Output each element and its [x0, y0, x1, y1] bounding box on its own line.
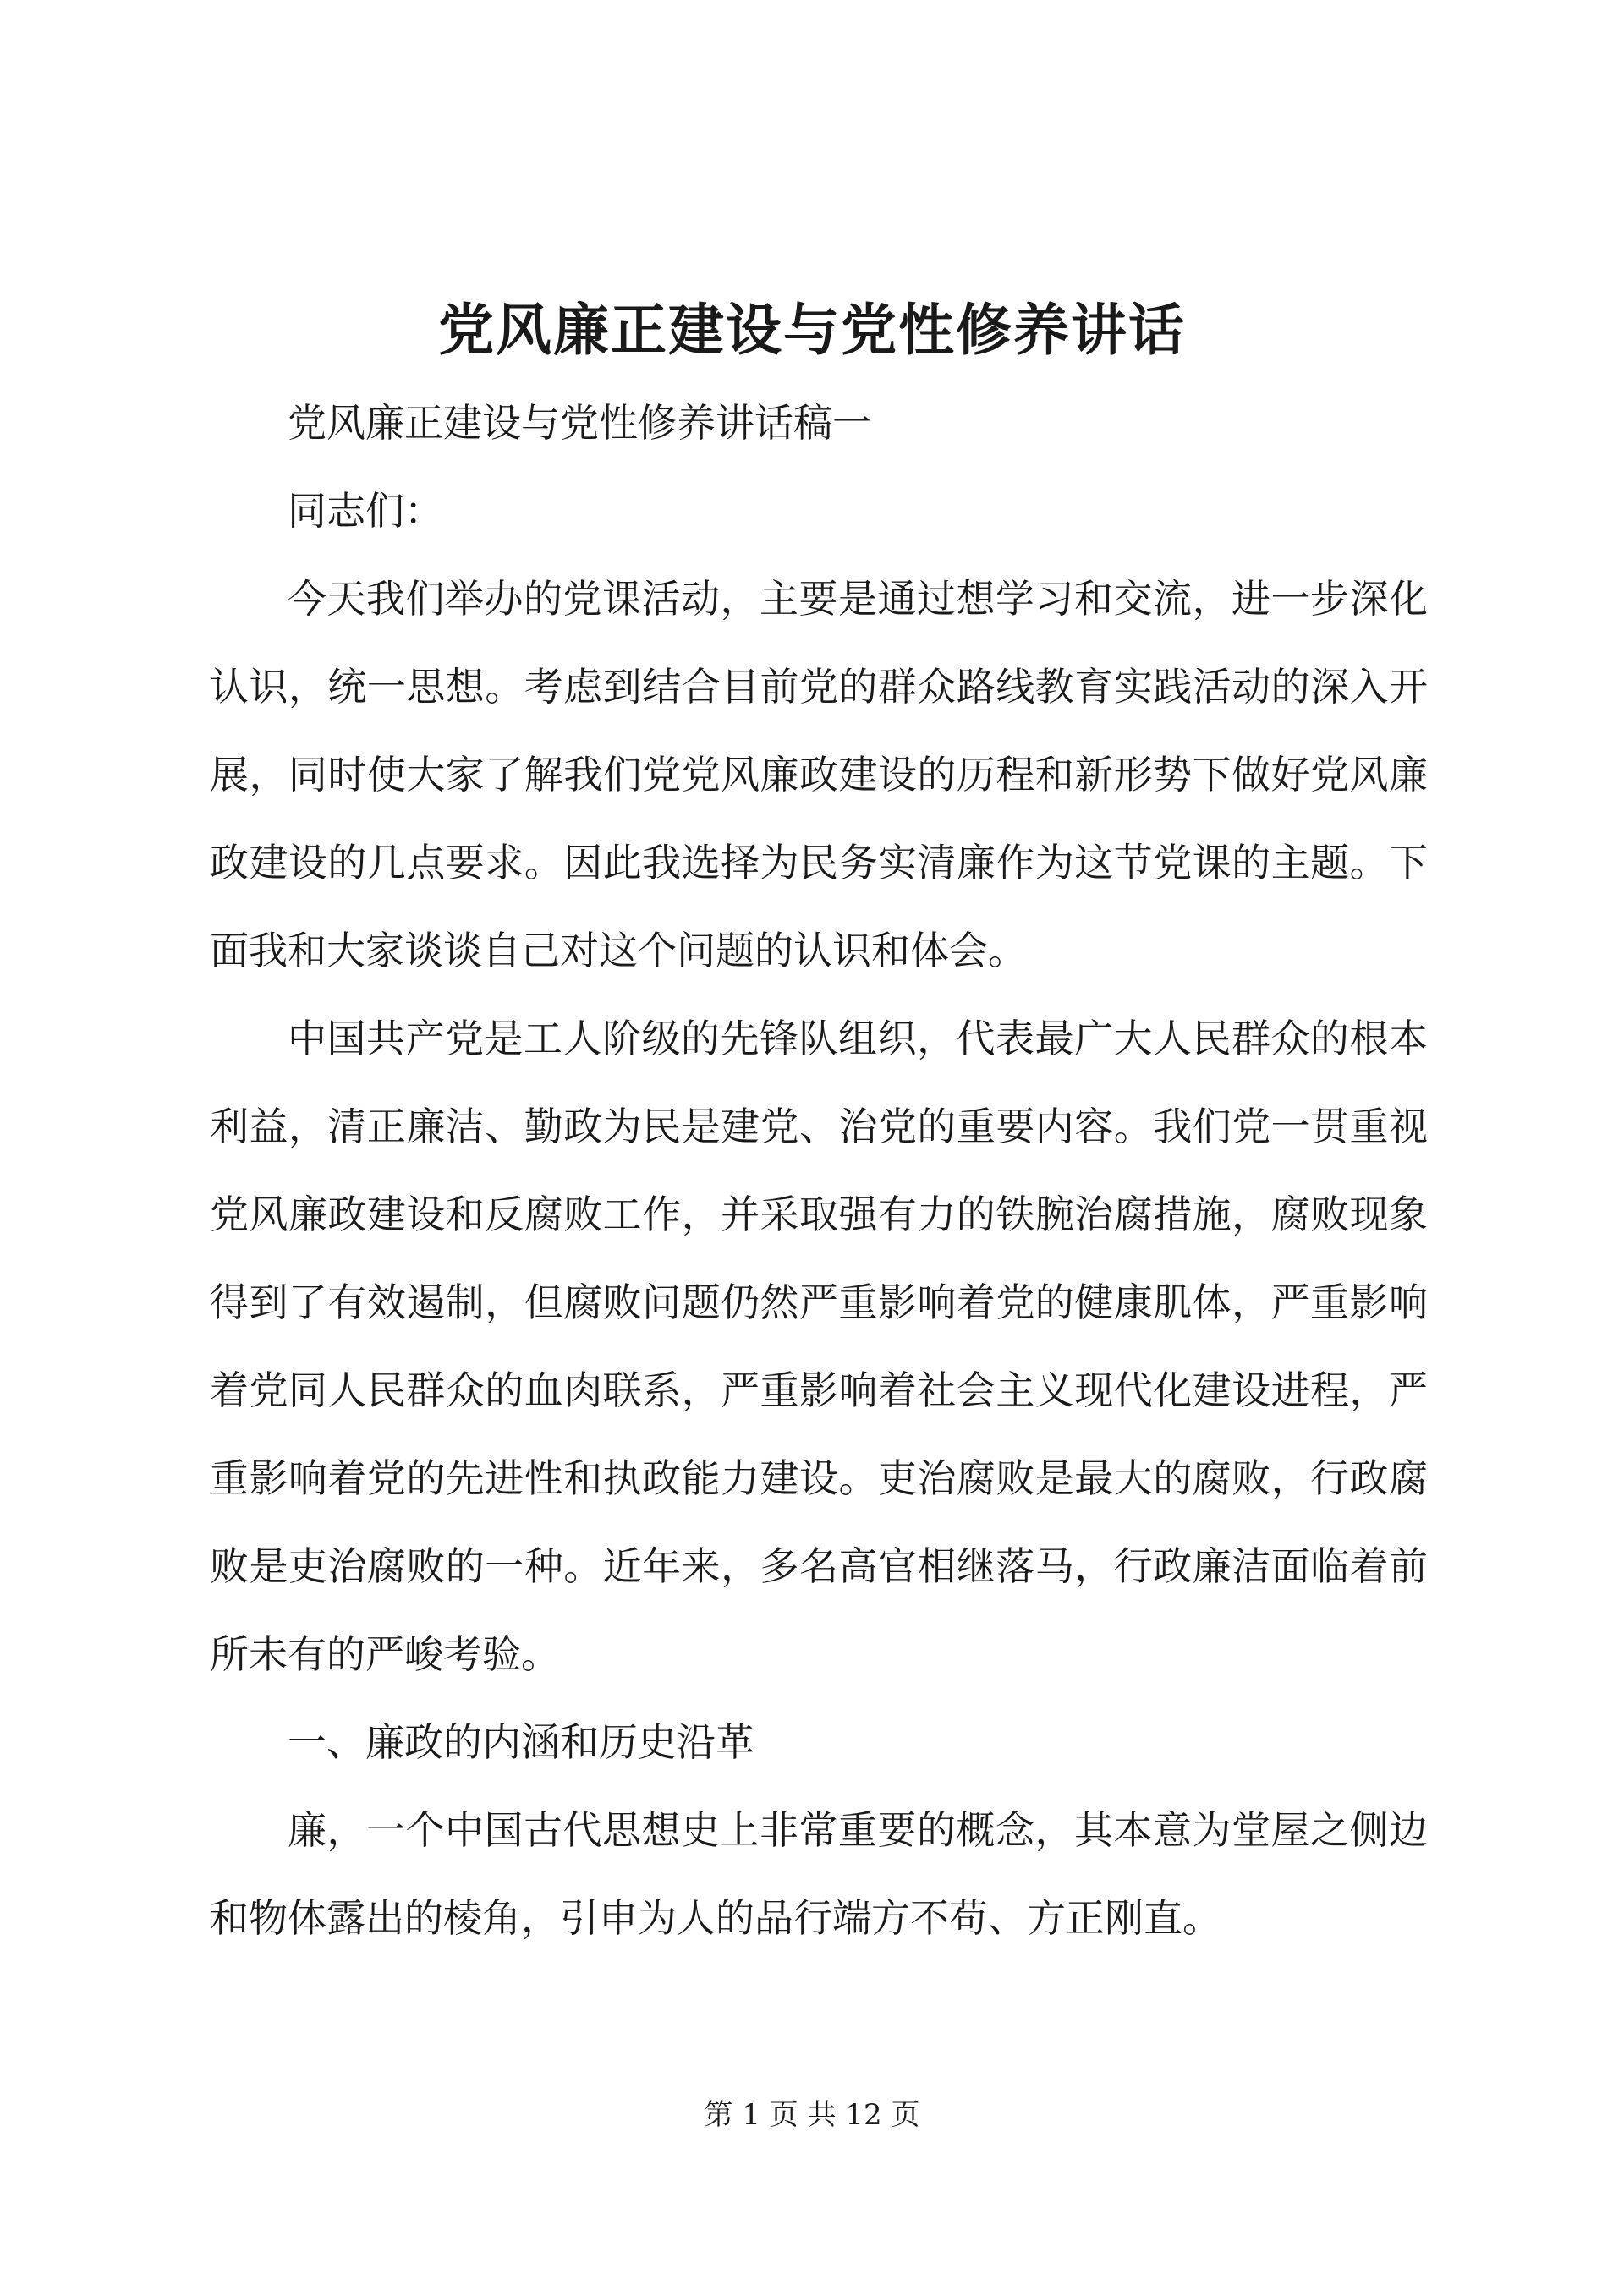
- page-number-footer: 第 1 页 共 12 页: [704, 2098, 920, 2132]
- document-title: 党风廉正建设与党性修养讲话: [438, 297, 1186, 363]
- document-subtitle: 党风廉正建设与党性修养讲话稿一: [288, 400, 871, 446]
- section-heading: 一、廉政的内涵和历史沿革: [288, 1719, 754, 1765]
- salutation: 同志们：: [288, 488, 443, 534]
- body-paragraph-1: 今天我们举办的党课活动，主要是通过想学习和交流，进一步深化认识，统一思想。考虑到结合目前党的群众路线教育实践活动的深入开展，同时使大家了解我们党党风廉政建设的历程和新形势下做好党风廉政建设的几点要求。因此我选择为民务实清廉作为这节党课的主题。下面我和大家谈谈自己对这个问题的认识和体会。: [210, 576, 1428, 973]
- document-body: [210, 379, 1428, 1962]
- body-paragraph-2: 中国共产党是工人阶级的先锋队组织，代表最广大人民群众的根本利益，清正廉洁、勤政为民是建党、治党的重要内容。我们党一贯重视党风廉政建设和反腐败工作，并采取强有力的铁腕治腐措施，腐败现象得到了有效遏制，但腐败问题仍然严重影响着党的健康肌体，严重影响着党同人民群众的血肉联系，严重影响着社会主义现代化建设进程，严重影响着党的先进性和执政能力建设。吏治腐败是最大的腐败，行政腐败是吏治腐败的一种。近年来，多名高官相继落马，行政廉洁面临着前所未有的严峻考验。: [210, 1016, 1428, 1677]
- section-paragraph: 廉，一个中国古代思想史上非常重要的概念，其本意为堂屋之侧边和物体露出的棱角，引申为人的品行端方不苟、方正刚直。: [210, 1807, 1428, 1941]
